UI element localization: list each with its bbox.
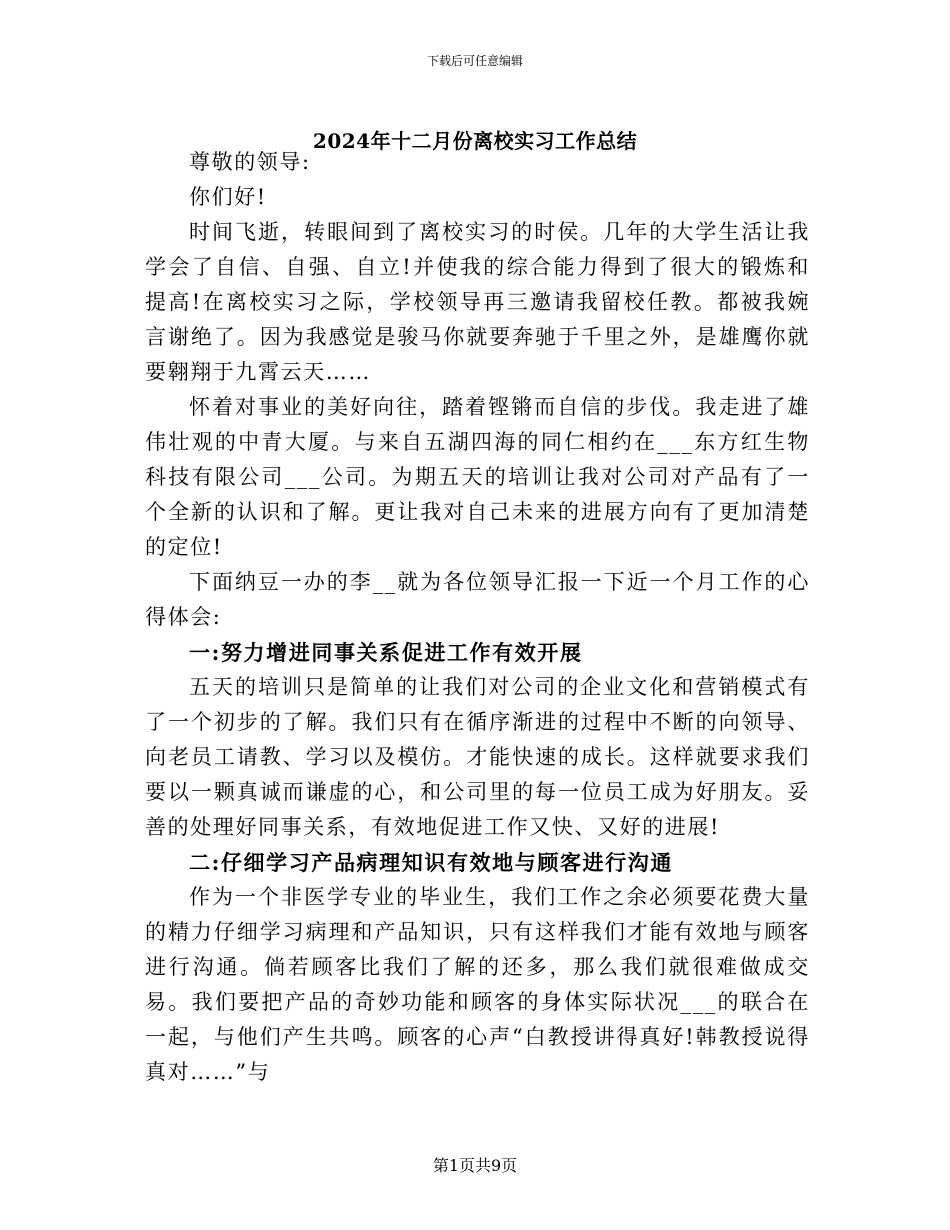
paragraph-company: 怀着对事业的美好向往，踏着铿锵而自信的步伐。我走进了雄伟壮观的中青大厦。与来自五湖四海的同仁相约在___东方红生物科技有限公司___公司。为期五天的培训让我对公司对产品有了一个全新的认识和了解。更让我对自己未来的进展方向有了更加清楚的定位! bbox=[145, 395, 810, 559]
section-heading-2: 二:仔细学习产品病理知识有效地与顾客进行沟通 bbox=[189, 850, 673, 875]
paragraph-section-2: 作为一个非医学专业的毕业生，我们工作之余必须要花费大量的精力仔细学习病理和产品知识，只有这样我们才能有效地与顾客进行沟通。倘若顾客比我们了解的还多，那么我们就很难做成交易。我们要把产品的奇妙功能和顾客的身体实际状况___的联合在一起，与他们产生共鸣。顾客的心声“白教授讲得真好!韩教授说得真对……”与 bbox=[145, 885, 810, 1084]
paragraph-report-intro: 下面纳豆一办的李__就为各位领导汇报一下近一个月工作的心得体会: bbox=[145, 570, 810, 629]
section-heading-1: 一:努力增进同事关系促进工作有效开展 bbox=[189, 640, 583, 665]
salutation: 尊敬的领导: bbox=[189, 150, 311, 174]
download-note: 下载后可任意编辑 bbox=[426, 54, 523, 68]
document-title: 2024年十二月份离校实习工作总结 bbox=[312, 129, 638, 154]
paragraph-intro: 时间飞逝，转眼间到了离校实习的时侯。几年的大学生活让我学会了自信、自强、自立!并使我的综合能力得到了很大的锻炼和提高!在离校实习之际，学校领导再三邀请我留校任教。都被我婉言谢绝了。因为我感觉是骏马你就要奔驰于千里之外，是雄鹰你就要翱翔于九霄云天…… bbox=[145, 220, 810, 384]
greeting: 你们好! bbox=[189, 185, 267, 209]
document-body bbox=[145, 145, 810, 1090]
page-number: 第1页共9页 bbox=[432, 1156, 518, 1175]
paragraph-section-1: 五天的培训只是简单的让我们对公司的企业文化和营销模式有了一个初步的了解。我们只有在循序渐进的过程中不断的向领导、向老员工请教、学习以及模仿。才能快速的成长。这样就要求我们要以一颗真诚而谦虚的心，和公司里的每一位员工成为好朋友。妥善的处理好同事关系，有效地促进工作又快、又好的进展! bbox=[145, 675, 810, 839]
